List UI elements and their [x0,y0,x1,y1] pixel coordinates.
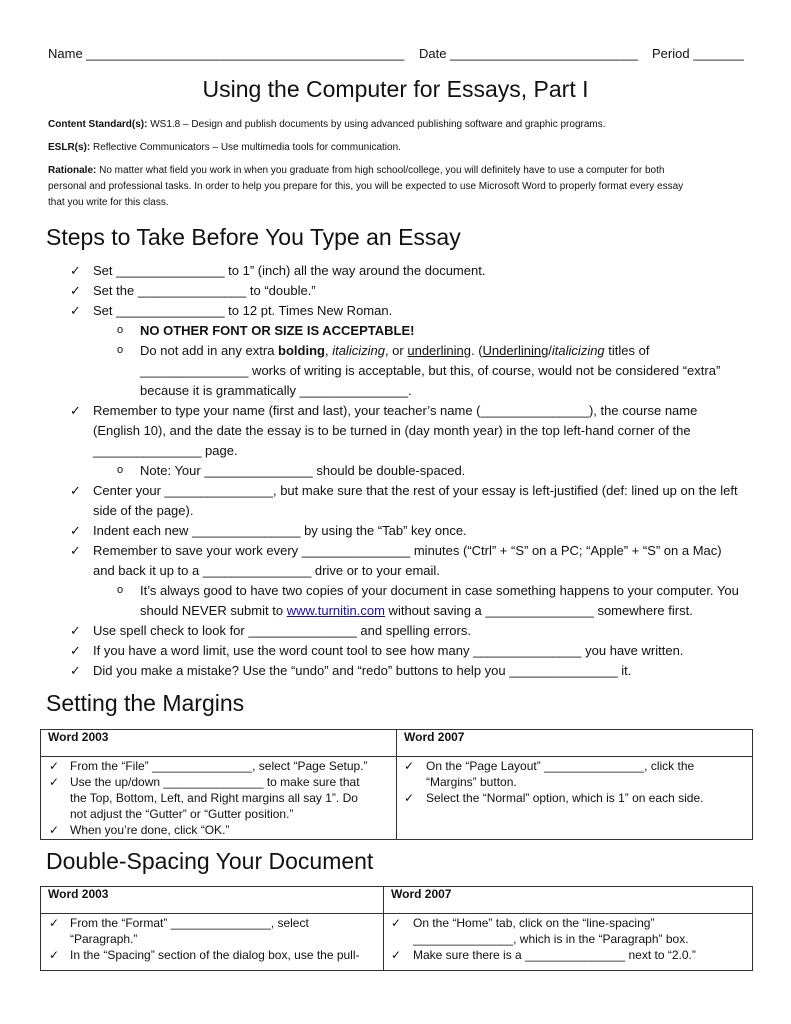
step-line: _______________ page. [93,443,238,458]
section-heading-margins: Setting the Margins [46,690,245,716]
checkmark-icon: ✓ [70,283,81,298]
spacing-table [40,886,753,971]
instruction-line: In the “Spacing” section of the dialog box, use the pull- [70,948,360,962]
date-field[interactable]: Date __________________________ [419,46,639,61]
checkmark-icon: ✓ [49,823,60,837]
step-line: and back it up to a _______________ drive or to your email. [93,563,440,578]
bullet-o-icon: o [117,344,124,356]
checkmark-icon: ✓ [70,643,81,658]
instruction-line: not adjust the “Gutter” or “Gutter position.” [70,807,294,821]
step-line: side of the page). [93,503,194,518]
section-heading-steps: Steps to Take Before You Type an Essay [46,224,461,250]
instruction-line: When you’re done, click “OK.” [70,823,230,837]
step-line: Use spell check to look for _______________ and spelling errors. [93,623,471,638]
checkmark-icon: ✓ [70,263,81,278]
checkmark-icon: ✓ [404,791,415,805]
document-title: Using the Computer for Essays, Part I [202,76,589,102]
checkmark-icon: ✓ [49,775,60,789]
instruction-line: the Top, Bottom, Left, and Right margins all say 1”. Do [70,791,358,805]
spacing-word-2003-cell [41,914,384,971]
bullet-o-icon: o [117,584,124,596]
content-standard-label: Content Standard(s): [48,119,148,130]
eslr [48,140,748,156]
rationale [48,163,748,211]
margins-word-2003-cell [41,757,397,840]
checkmark-icon: ✓ [70,303,81,318]
instruction-line: Use the up/down _______________ to make sure that [70,775,360,789]
rationale-label: Rationale: [48,165,97,176]
margins-word-2007-cell [397,757,753,840]
margins-table [40,729,753,840]
step-line: Center your _______________, but make sure that the rest of your essay is left-justified (def: lined up on the left [93,483,738,498]
instruction-line: _______________, which is in the “Paragraph” box. [413,932,689,946]
rationale-line: that you write for this class. [48,197,169,208]
step-line: Remember to save your work every _______________ minutes (“Ctrl” + “S” on a PC; “Apple” + “S” on a Mac) [93,543,722,558]
column-header-word-2007: Word 2007 [384,887,753,914]
section-heading-double-spacing: Double-Spacing Your Document [46,848,374,874]
checkmark-icon: ✓ [404,759,415,773]
eslr-label: ESLR(s): [48,142,91,153]
instruction-line: Select the “Normal” option, which is 1” on each side. [426,791,704,805]
step-line: Remember to type your name (first and last), your teacher’s name (_______________), the course name [93,403,698,418]
bullet-o-icon: o [117,324,124,336]
name-field[interactable]: Name ____________________________________________ [48,46,405,61]
period-field[interactable]: Period _______ [652,46,744,61]
step-line: Set the _______________ to “double.” [93,283,316,298]
step-line: Did you make a mistake? Use the “undo” and “redo” buttons to help you _______________ it. [93,663,632,678]
checkmark-icon: ✓ [70,663,81,678]
content-standard-text: WS1.8 – Design and publish documents by using advanced publishing software and graphic programs. [147,119,606,130]
step-subline: Do not add in any extra bolding, italicizing, or underlining. (Underlining/italicizing titles of [140,343,650,358]
step-subline: NO OTHER FONT OR SIZE IS ACCEPTABLE! [140,323,415,338]
rationale-line: No matter what field you work in when you graduate from high school/college, you will definitely have to use a computer for both [96,165,665,176]
step-line: Set _______________ to 1” (inch) all the way around the document. [93,263,486,278]
instruction-line: “Margins” button. [426,775,517,789]
turnitin-link[interactable]: www.turnitin.com [286,603,385,618]
instruction-line: From the “File” _______________, select “Page Setup.” [70,759,368,773]
step-line: Indent each new _______________ by using the “Tab” key once. [93,523,467,538]
step-line: (English 10), and the date the essay is to be turned in (day month year) in the top left-hand corner of the [93,423,691,438]
column-header-word-2003: Word 2003 [41,730,397,757]
step-subline: Note: Your _______________ should be double-spaced. [140,463,466,478]
step-subline: because it is grammatically _______________. [140,383,412,398]
checkmark-icon: ✓ [391,916,402,930]
checkmark-icon: ✓ [70,623,81,638]
eslr-text: Reflective Communicators – Use multimedia tools for communication. [90,142,401,153]
checkmark-icon: ✓ [70,523,81,538]
column-header-word-2007: Word 2007 [397,730,753,757]
instruction-line: From the “Format” _______________, select [70,916,309,930]
instruction-line: Make sure there is a _______________ next to “2.0.” [413,948,696,962]
checkmark-icon: ✓ [49,948,60,962]
student-info-header [48,46,748,64]
instruction-line: On the “Home” tab, click on the “line-spacing” [413,916,655,930]
checkmark-icon: ✓ [70,403,81,418]
spacing-word-2007-cell [384,914,753,971]
rationale-line: personal and professional tasks. In order to help you prepare for this, you will be expected to use Microsoft Word to properly format every essay [48,181,684,192]
instruction-line: On the “Page Layout” _______________, click the [426,759,695,773]
step-line: If you have a word limit, use the word count tool to see how many _______________ you have written. [93,643,684,658]
checkmark-icon: ✓ [391,948,402,962]
checkmark-icon: ✓ [49,759,60,773]
instruction-line: “Paragraph.” [70,932,138,946]
column-header-word-2003: Word 2003 [41,887,384,914]
checkmark-icon: ✓ [49,916,60,930]
bullet-o-icon: o [117,464,124,476]
step-subline: _______________ works of writing is acceptable, but this, of course, would not be considered “extra” [140,363,721,378]
content-standard [48,117,748,133]
step-subline: should NEVER submit to www.turnitin.com without saving a _______________ somewhere first. [140,603,693,618]
checkmark-icon: ✓ [70,483,81,498]
step-subline: It’s always good to have two copies of your document in case something happens to your computer. You [140,583,739,598]
checkmark-icon: ✓ [70,543,81,558]
step-line: Set _______________ to 12 pt. Times New Roman. [93,303,393,318]
